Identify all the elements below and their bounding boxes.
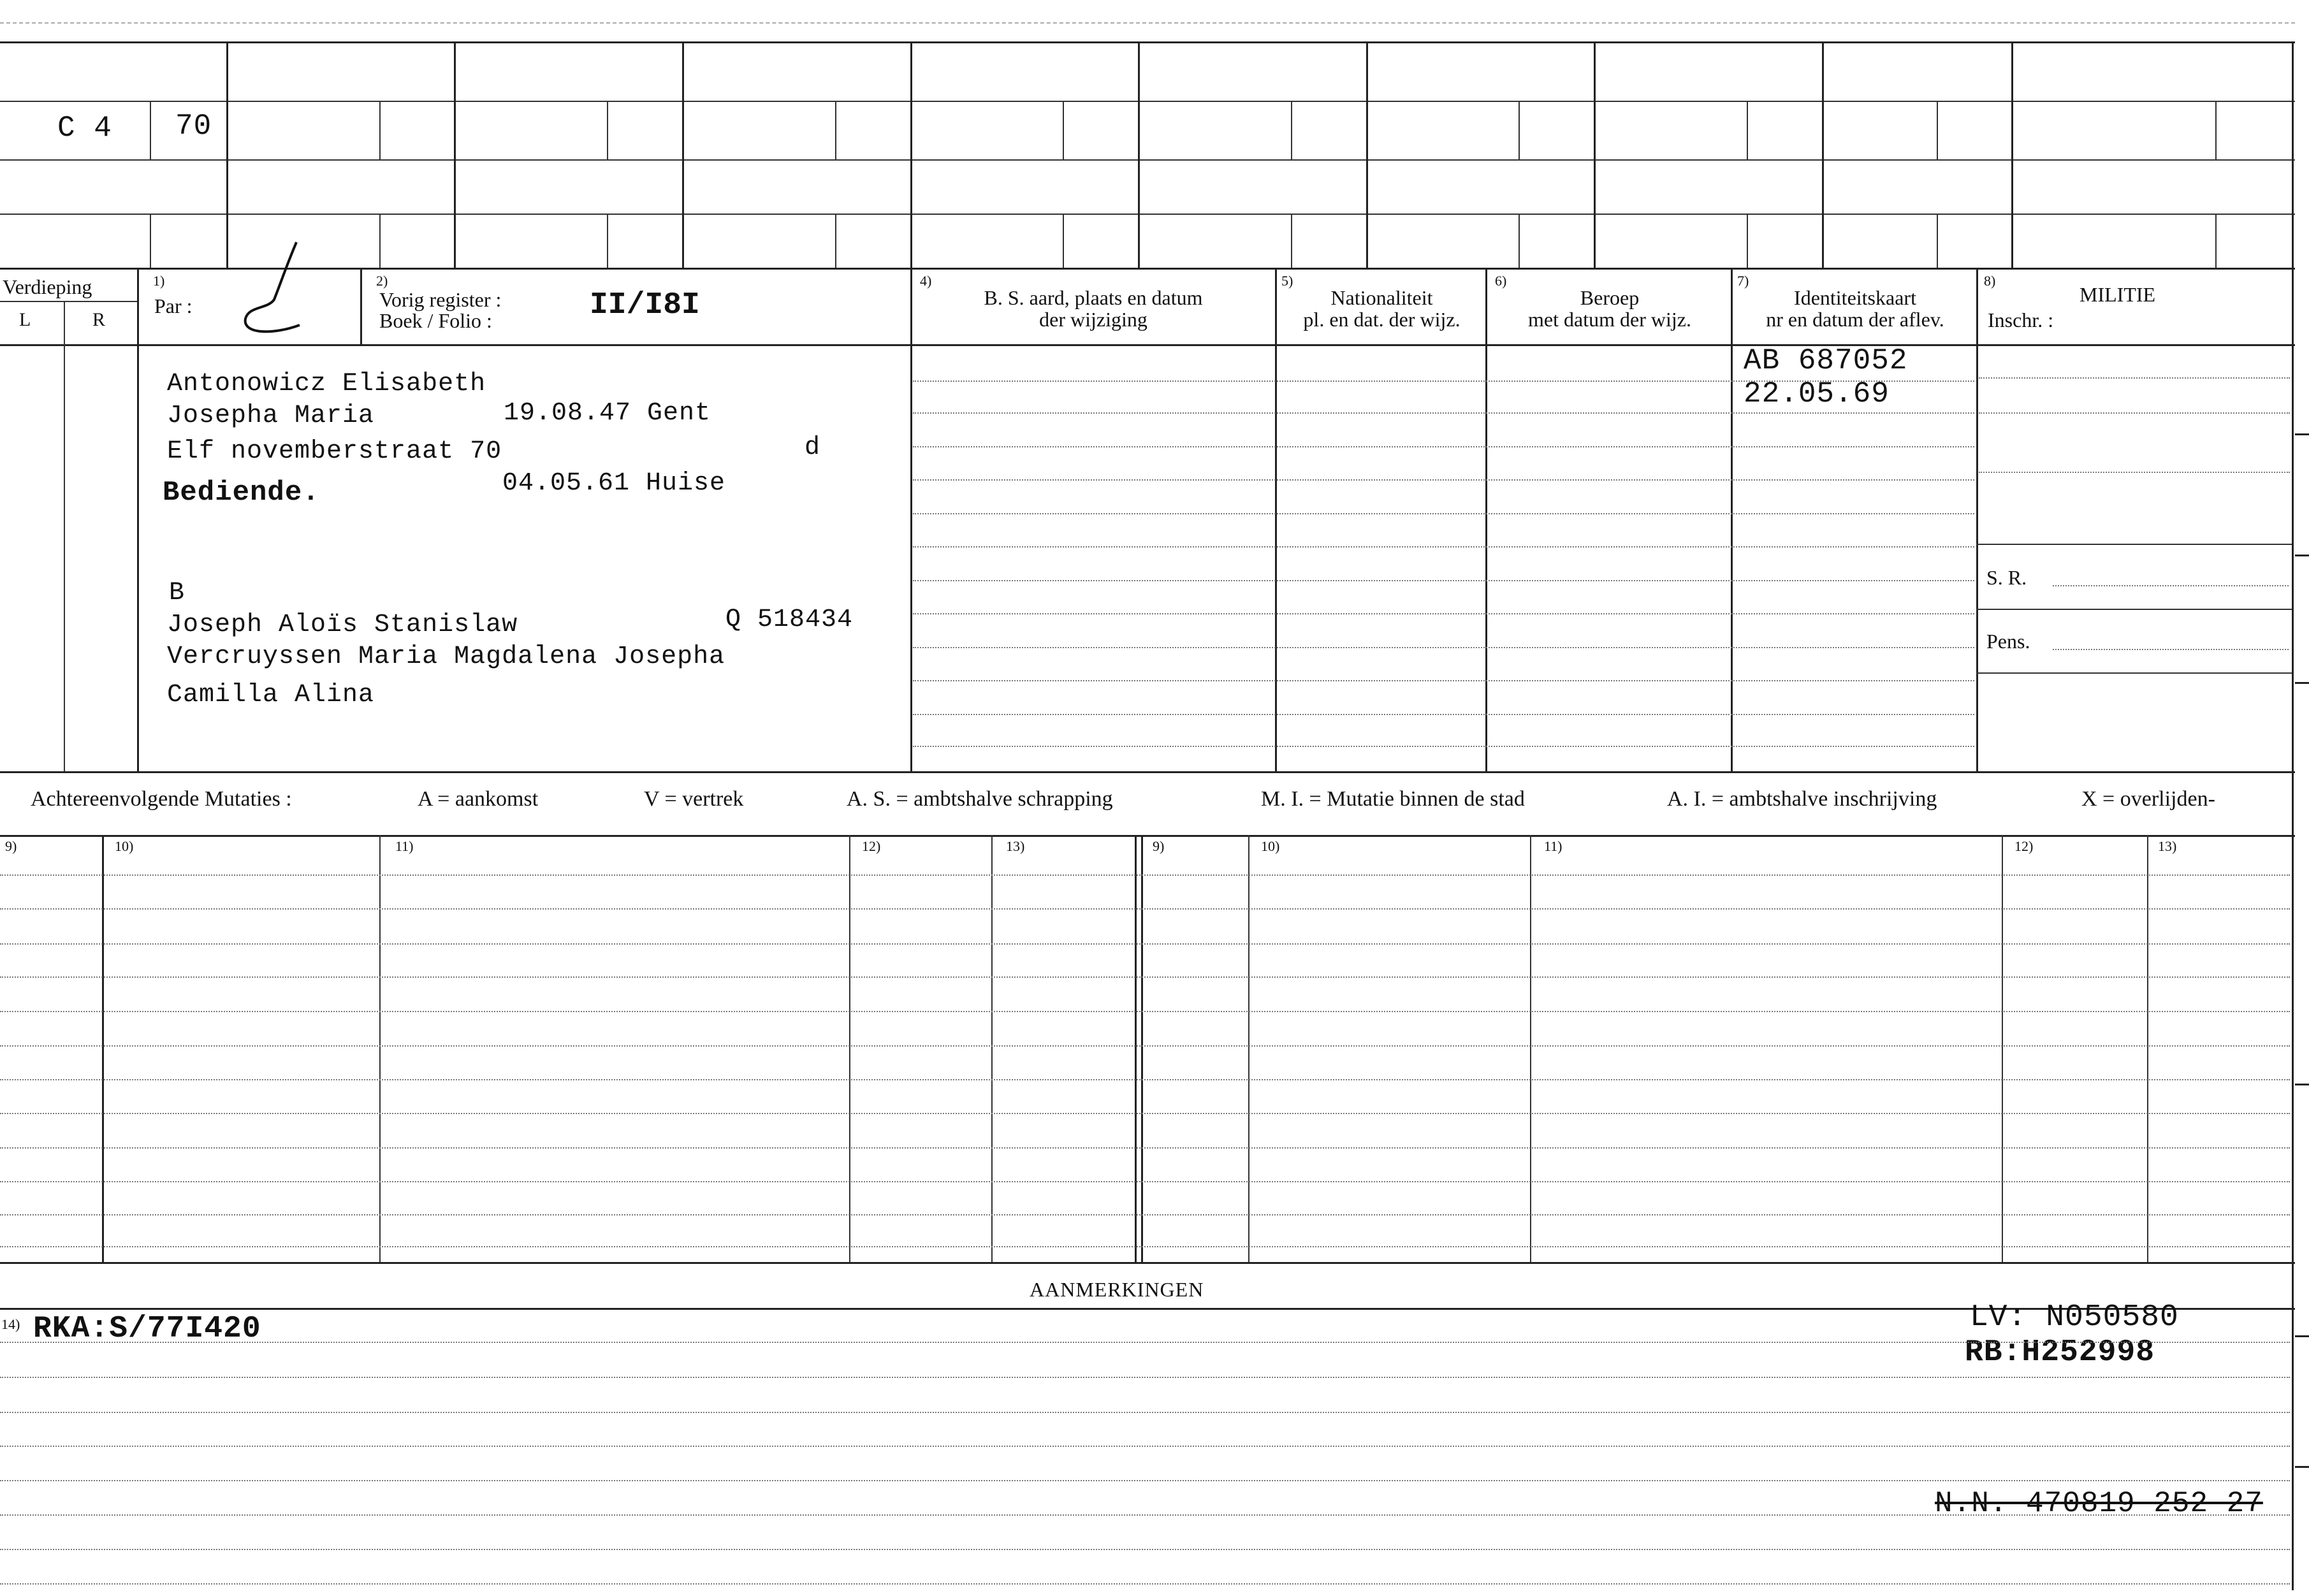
militie-sr: S. R. <box>1986 566 2027 589</box>
id-header-2: nr en datum der aflev. <box>1766 308 1944 331</box>
verdieping-l: L <box>19 309 31 330</box>
mut-col-13b: 13) <box>2158 838 2177 854</box>
remarks-num: 14) <box>1 1316 20 1332</box>
militie-pens: Pens. <box>1986 630 2030 653</box>
legend-mi: M. I. = Mutatie binnen de stad <box>1261 787 1525 811</box>
mut-col-12a: 12) <box>862 838 881 854</box>
id-header-1: Identiteitskaart <box>1794 286 1916 309</box>
vorig-label-1: Vorig register : <box>379 288 502 311</box>
par-num: 1) <box>153 273 165 289</box>
remarks-rka: RKA:S/77I420 <box>33 1312 261 1346</box>
person-occupation: Bediende. <box>163 477 320 509</box>
legend-title: Achtereenvolgende Mutaties : <box>31 787 292 811</box>
mut-col-9a: 9) <box>5 838 17 854</box>
person-extra-names: Camilla Alina <box>167 681 375 709</box>
card-number: 70 <box>175 110 212 143</box>
remarks-lv: LV: N050580 <box>1970 1300 2179 1335</box>
remarks-title: AANMERKINGEN <box>1030 1278 1204 1301</box>
vorig-num: 2) <box>376 273 388 289</box>
mut-col-12b: 12) <box>2014 838 2034 854</box>
nat-header-2: pl. en dat. der wijz. <box>1303 308 1460 331</box>
remarks-nn: N.N. 470819 252 27 <box>1935 1487 2263 1520</box>
militie-inschr: Inschr. : <box>1988 308 2054 331</box>
person-occupation-date: 04.05.61 Huise <box>502 469 726 498</box>
beroep-num: 6) <box>1495 273 1507 289</box>
person-surname-line: Antonowicz Elisabeth <box>167 370 486 398</box>
remarks-rb: RB:H252998 <box>1965 1335 2155 1370</box>
beroep-header-1: Beroep <box>1580 286 1640 309</box>
verdieping-label: Verdieping <box>3 275 92 298</box>
vorig-register-value: II/I8I <box>590 288 700 323</box>
id-card-number: AB 687052 <box>1744 344 1908 377</box>
person-father: Joseph Aloïs Stanislaw <box>167 611 518 639</box>
id-num: 7) <box>1737 273 1749 289</box>
person-status: B <box>169 579 186 607</box>
person-address: Elf novemberstraat 70 <box>167 437 502 466</box>
mut-col-11b: 11) <box>1544 838 1562 854</box>
nat-header-1: Nationaliteit <box>1330 286 1433 309</box>
verdieping-r: R <box>92 309 106 330</box>
legend-ai: A. I. = ambtshalve inschrijving <box>1667 787 1937 811</box>
mut-col-13a: 13) <box>1006 838 1025 854</box>
person-birth: 19.08.47 Gent <box>504 399 711 428</box>
id-card-date: 22.05.69 <box>1744 377 1890 410</box>
mut-col-11a: 11) <box>395 838 414 854</box>
person-mark: d <box>805 433 821 462</box>
legend-x: X = overlijden- <box>2081 787 2215 811</box>
militie-num: 8) <box>1984 273 1996 289</box>
beroep-header-2: met datum der wijz. <box>1528 308 1691 331</box>
par-handwritten-mark <box>172 239 363 366</box>
legend-as: A. S. = ambtshalve schrapping <box>847 787 1113 811</box>
mut-col-10b: 10) <box>1261 838 1280 854</box>
person-given-names: Josepha Maria <box>167 402 375 430</box>
bs-header-1: B. S. aard, plaats en datum <box>984 286 1203 309</box>
bs-num: 4) <box>920 273 932 289</box>
par-label: Par : <box>154 294 193 317</box>
legend-v: V = vertrek <box>644 787 744 811</box>
militie-title: MILITIE <box>2080 283 2156 306</box>
person-code: Q 518434 <box>725 606 854 634</box>
mut-col-10a: 10) <box>115 838 134 854</box>
bs-header-2: der wijziging <box>1039 308 1147 331</box>
mut-col-9b: 9) <box>1153 838 1165 854</box>
legend-a: A = aankomst <box>418 787 539 811</box>
person-mother: Vercruyssen Maria Magdalena Josepha <box>167 642 725 671</box>
card-code: C 4 <box>57 112 112 145</box>
nat-num: 5) <box>1281 273 1293 289</box>
vorig-label-2: Boek / Folio : <box>379 309 492 332</box>
